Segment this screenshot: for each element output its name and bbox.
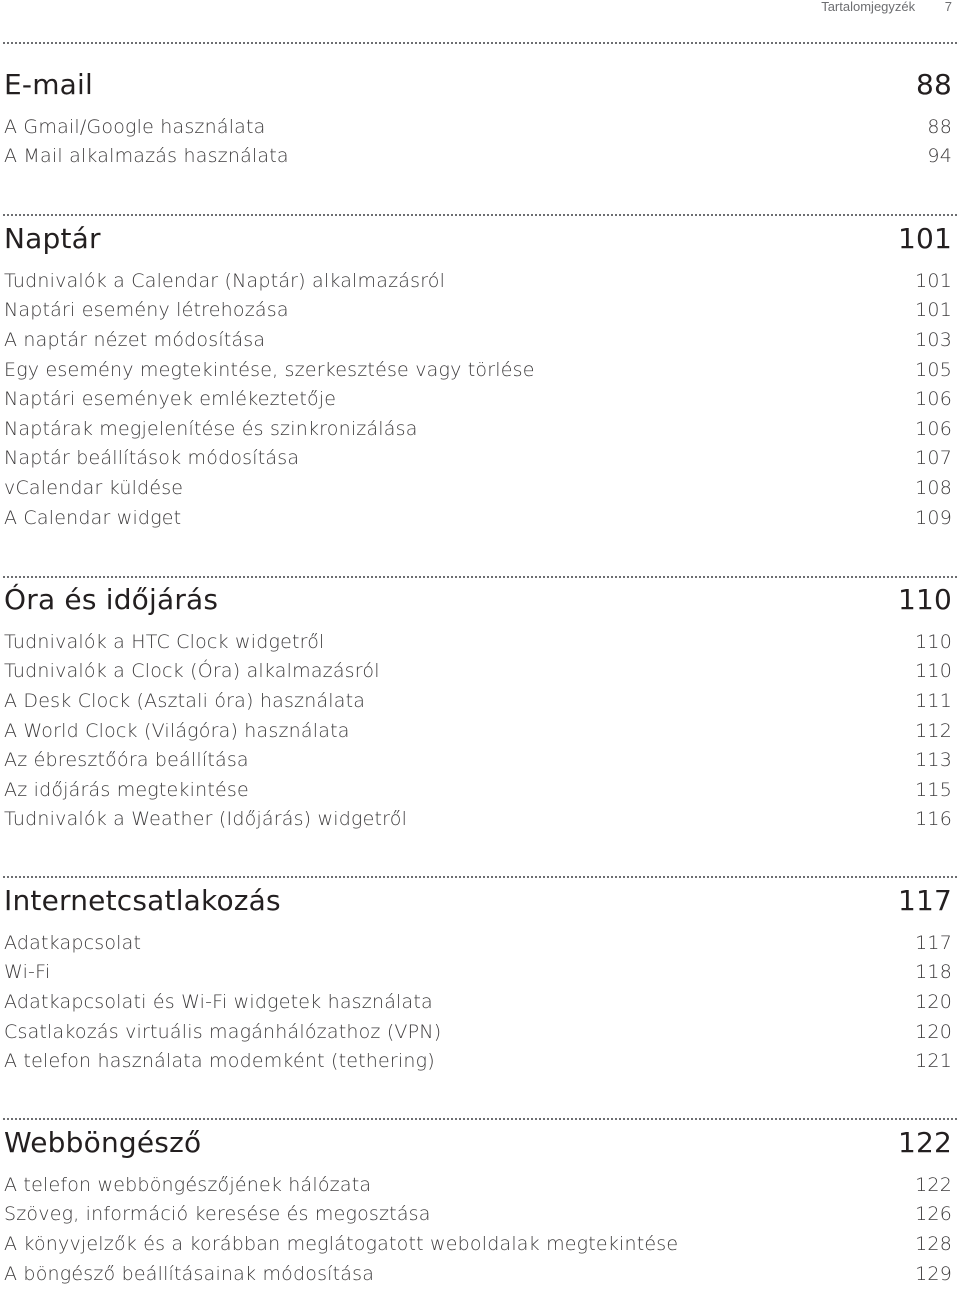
- toc-entry-label: Tudnivalók a Calendar (Naptár) alkalmazásról: [4, 269, 446, 292]
- toc-entry-page: 105: [915, 358, 952, 381]
- toc-entry-label: Tudnivalók a Weather (Időjárás) widgetről: [4, 808, 408, 831]
- toc-section-ora-es-idojaras: [4, 576, 952, 834]
- toc-entry[interactable]: [4, 1046, 952, 1076]
- toc-entry-page: 115: [915, 778, 952, 801]
- toc-entry-page: 122: [915, 1173, 952, 1196]
- toc-entry[interactable]: [4, 473, 952, 503]
- toc-entry-page: 106: [915, 388, 952, 411]
- section-page: 110: [897, 582, 952, 616]
- toc-entry-label: Tudnivalók a HTC Clock widgetről: [4, 630, 325, 653]
- section-title: Internetcsatlakozás: [4, 883, 281, 917]
- toc-entry-label: A World Clock (Világóra) használata: [4, 719, 350, 742]
- toc-entry[interactable]: [4, 928, 952, 958]
- toc-entry-page: 94: [927, 145, 952, 168]
- toc-entry-page: 118: [915, 961, 952, 984]
- toc-entry-page: 111: [915, 689, 952, 712]
- toc-entry-label: Tudnivalók a Clock (Óra) alkalmazásról: [4, 660, 380, 683]
- toc-entry-label: A naptár nézet módosítása: [4, 328, 266, 351]
- toc-entry-label: Az időjárás megtekintése: [4, 778, 249, 801]
- running-header-title: Tartalomjegyzék: [821, 0, 916, 14]
- toc-entry-label: Szöveg, információ keresése és megosztása: [4, 1203, 431, 1226]
- running-header-page-number: 7: [944, 0, 952, 14]
- toc-entry-page: 106: [915, 417, 952, 440]
- toc-entry-label: A böngésző beállításainak módosítása: [4, 1262, 375, 1285]
- toc-entry[interactable]: [4, 1017, 952, 1047]
- toc-entry[interactable]: [4, 657, 952, 687]
- toc-entry[interactable]: [4, 112, 952, 142]
- toc-entry[interactable]: [4, 384, 952, 414]
- toc-entry-label: A Mail alkalmazás használata: [4, 145, 289, 168]
- toc-entry-page: 126: [915, 1203, 952, 1226]
- section-divider: [3, 42, 957, 44]
- toc-entry-page: 107: [915, 447, 952, 470]
- toc-entry-label: Naptári események emlékeztetője: [4, 388, 337, 411]
- toc-entry-label: A Gmail/Google használata: [4, 115, 266, 138]
- section-heading[interactable]: [4, 1119, 952, 1165]
- section-heading[interactable]: [4, 576, 952, 622]
- toc-entry-label: Az ébresztőóra beállítása: [4, 749, 249, 772]
- toc-entry[interactable]: [4, 1229, 952, 1259]
- toc-entry[interactable]: [4, 775, 952, 805]
- toc-section-naptar: [4, 215, 952, 532]
- section-title: E-mail: [4, 67, 93, 101]
- section-heading[interactable]: [4, 877, 952, 923]
- toc-entry-label: Adatkapcsolat: [4, 931, 142, 954]
- toc-entry[interactable]: [4, 266, 952, 296]
- toc-entry-page: 88: [927, 115, 952, 138]
- toc-entry-label: Egy esemény megtekintése, szerkesztése vagy törlése: [4, 358, 535, 381]
- toc-entry-label: Csatlakozás virtuális magánhálózathoz (VPN): [4, 1020, 442, 1043]
- toc-entry-page: 116: [915, 808, 952, 831]
- toc-entry-label: vCalendar küldése: [4, 476, 184, 499]
- toc-entry-page: 120: [915, 990, 952, 1013]
- toc-entry-page: 129: [915, 1262, 952, 1285]
- section-title: Óra és időjárás: [4, 582, 219, 616]
- toc-entry[interactable]: [4, 686, 952, 716]
- section-heading[interactable]: [4, 61, 952, 107]
- section-title: Webböngésző: [4, 1125, 202, 1159]
- toc-entry-page: 117: [915, 931, 952, 954]
- toc-entry[interactable]: [4, 958, 952, 988]
- section-page: 122: [897, 1125, 952, 1159]
- toc-entry[interactable]: [4, 745, 952, 775]
- toc-entry-label: A könyvjelzők és a korábban meglátogatott weboldalak megtekintése: [4, 1232, 679, 1255]
- section-heading[interactable]: [4, 215, 952, 261]
- toc-entry[interactable]: [4, 1170, 952, 1200]
- toc-entry-page: 120: [915, 1020, 952, 1043]
- toc-entry-page: 128: [915, 1232, 952, 1255]
- toc-entry-page: 113: [915, 749, 952, 772]
- toc-entry-label: A telefon használata modemként (tethering): [4, 1050, 435, 1073]
- toc-entry[interactable]: [4, 325, 952, 355]
- toc-entry-label: A Desk Clock (Asztali óra) használata: [4, 689, 366, 712]
- toc-entry-page: 101: [915, 269, 952, 292]
- toc-entry-page: 110: [915, 630, 952, 653]
- toc-entry[interactable]: [4, 627, 952, 657]
- toc-entry[interactable]: [4, 805, 952, 835]
- toc-entry[interactable]: [4, 1200, 952, 1230]
- toc-entry-label: Wi-Fi: [4, 961, 51, 984]
- toc-entry[interactable]: [4, 414, 952, 444]
- toc-entry-page: 103: [915, 328, 952, 351]
- toc-entry-label: Naptár beállítások módosítása: [4, 447, 300, 470]
- toc-section-email: [4, 61, 952, 171]
- toc-entry[interactable]: [4, 503, 952, 533]
- toc-entry-page: 121: [915, 1050, 952, 1073]
- toc-entry[interactable]: [4, 987, 952, 1017]
- toc-entry-page: 101: [915, 299, 952, 322]
- toc-entry-label: Adatkapcsolati és Wi-Fi widgetek használata: [4, 990, 433, 1013]
- toc-entry[interactable]: [4, 1259, 952, 1289]
- section-page: 101: [897, 221, 952, 255]
- toc-entry-page: 109: [915, 506, 952, 529]
- section-title: Naptár: [4, 221, 101, 255]
- toc-entry[interactable]: [4, 355, 952, 385]
- toc-entry-label: A telefon webböngészőjének hálózata: [4, 1173, 372, 1196]
- toc-entry-label: A Calendar widget: [4, 506, 182, 529]
- section-page: 117: [897, 883, 952, 917]
- toc-entry-page: 112: [915, 719, 952, 742]
- toc-section-internetcsatlakozas: [4, 877, 952, 1076]
- toc-entry-page: 110: [915, 660, 952, 683]
- toc-entry-page: 108: [915, 476, 952, 499]
- toc-entry[interactable]: [4, 142, 952, 172]
- running-header: [821, 0, 952, 14]
- toc-entry[interactable]: [4, 444, 952, 474]
- toc-entry[interactable]: [4, 296, 952, 326]
- toc-section-webbongeszo: [4, 1119, 952, 1288]
- section-page: 88: [915, 67, 952, 101]
- toc-entry[interactable]: [4, 716, 952, 746]
- toc-entry-label: Naptárak megjelenítése és szinkronizálása: [4, 417, 418, 440]
- toc-entry-label: Naptári esemény létrehozása: [4, 299, 289, 322]
